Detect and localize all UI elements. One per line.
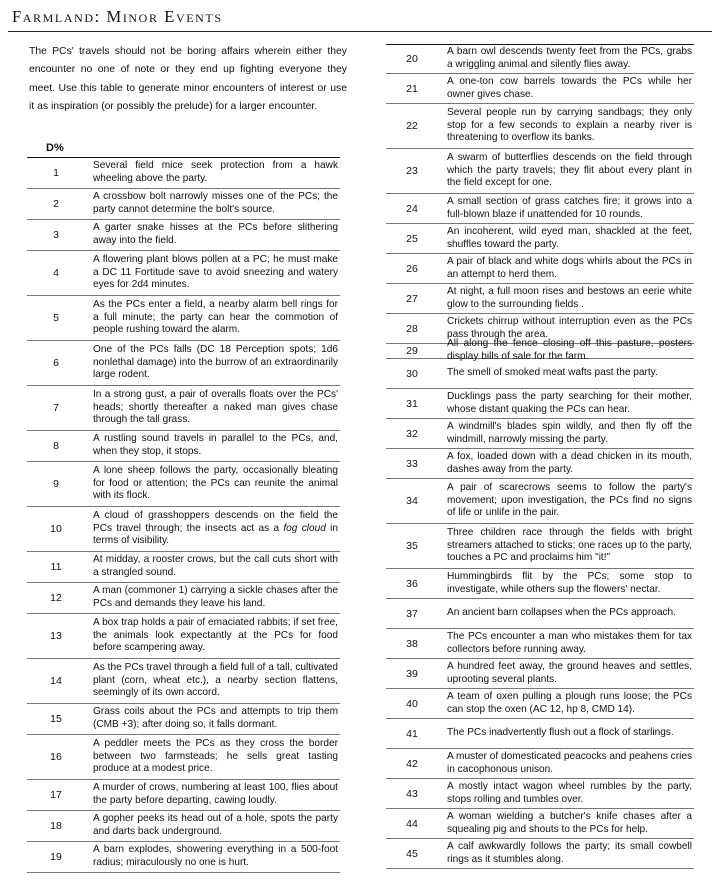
table-row [27, 507, 340, 552]
roll-number: 10 [50, 523, 62, 535]
event-description: A barn owl descends twenty feet from the PCs, grabs a wriggling animal and silently flies away. [447, 46, 692, 70]
event-description: An incoherent, wild eyed man, shackled at the feet, shuffles toward the party. [447, 225, 692, 250]
table-row [27, 659, 340, 704]
table-row [386, 338, 694, 362]
title-rule [8, 31, 712, 32]
roll-number: 31 [406, 397, 418, 410]
event-description: A pair of scarecrows seems to follow the party's movement; upon investigation, the PCs find no signs of life or unlife in the pair. [447, 481, 692, 519]
table-row [386, 599, 694, 629]
table-row [386, 419, 694, 449]
table-row [27, 220, 340, 251]
roll-number: 2 [53, 198, 59, 210]
table-row [386, 449, 694, 479]
event-description: A man (commoner 1) carrying a sickle chases after the PCs and demands they leave his land. [93, 585, 338, 609]
table-row [27, 251, 340, 296]
roll-number: 16 [50, 751, 62, 763]
roll-number: 18 [50, 820, 62, 832]
roll-number: 11 [50, 561, 62, 573]
table-row [386, 809, 694, 839]
table-row [386, 254, 694, 284]
event-description: A small section of grass catches fire; it grows into a full-blown blaze if unattended for 10 rounds. [447, 195, 692, 220]
event-description: A woman wielding a butcher's knife chases after a squealing pig and shouts to the PCs for help. [447, 810, 692, 835]
event-description: A fox, loaded down with a dead chicken in its mouth, dashes away from the party. [447, 450, 692, 475]
roll-number: 30 [406, 367, 418, 380]
roll-number: 41 [406, 727, 418, 740]
roll-number: 27 [406, 292, 418, 305]
event-description: At night, a full moon rises and bestows an eerie white glow to the surrounding fields . [447, 285, 692, 310]
event-description: The PCs inadvertently flush out a flock of starlings. [447, 727, 674, 739]
events-table-right [386, 44, 694, 869]
table-row [27, 735, 340, 780]
table-row [386, 44, 694, 74]
event-description: Ducklings pass the party searching for their mother, whose distant quaking the PCs can hear. [447, 390, 692, 415]
table-row [386, 629, 694, 659]
event-description: Grass coils about the PCs and attempts to trip them (CMB +3); after doing so, it falls dormant. [93, 706, 338, 730]
roll-number: 20 [406, 53, 418, 65]
table-row [386, 719, 694, 749]
roll-number: 44 [406, 817, 418, 830]
roll-number: 38 [406, 637, 418, 650]
table-row [27, 296, 340, 341]
table-row [27, 189, 340, 220]
roll-number: 43 [406, 787, 418, 800]
table-row [386, 224, 694, 254]
roll-number: 32 [406, 427, 418, 440]
event-description: A box trap holds a pair of emaciated rabbits; if set free, the animals look expectantly at the PCs for food before scampering away. [93, 616, 338, 654]
table-row [386, 479, 694, 524]
events-table-left [27, 140, 340, 873]
event-description: Several people run by carrying sandbags; they only stop for a few seconds to explain a nearby river is threatening to overflow its banks. [447, 106, 692, 144]
table-row [386, 104, 694, 149]
roll-number: 3 [53, 229, 59, 241]
event-description: A flowering plant blows pollen at a PC; he must make a DC 11 Fortitude save to avoid sneezing and watery eyes for 2d4 minutes. [93, 253, 338, 291]
table-row [27, 158, 340, 189]
table-row [27, 704, 340, 735]
table-row [27, 431, 340, 462]
table-row [27, 386, 340, 431]
die-column-header: D% [27, 140, 340, 158]
roll-number: 33 [406, 457, 418, 470]
event-description: A gopher peeks its head out of a hole, spots the party and darts back underground. [93, 813, 338, 837]
table-row [27, 811, 340, 842]
table-row [27, 341, 340, 386]
roll-number: 36 [406, 577, 418, 590]
roll-number: 21 [406, 82, 418, 95]
left-rows [27, 158, 340, 873]
table-row [27, 583, 340, 614]
roll-number: 12 [50, 592, 62, 604]
event-description: A calf awkwardly follows the party; its small cowbell rings as it stumbles along. [447, 840, 692, 865]
table-row [386, 749, 694, 779]
event-description: A hundred feet away, the ground heaves and settles, uprooting several plants. [447, 660, 692, 685]
table-row [27, 780, 340, 811]
event-description: A pair of black and white dogs whirls about the PCs in an attempt to herd them. [447, 255, 692, 280]
intro-paragraph: The PCs' travels should not be boring affairs wherein either they encounter no one of note or they end up fighting everyone they meet. Use this table to generate minor encounters of interest or use it as inspiration (or possibly the prelude) for a larger encounter. [29, 46, 347, 113]
event-description: A peddler meets the PCs as they cross the border between two farmsteads; he sells great tasting produce at a modest price. [93, 737, 338, 775]
page-title: Farmland: Minor Events [12, 7, 223, 26]
table-row [27, 842, 340, 873]
event-description: All along the fence closing off this pasture, posters display bills of sale for the farm. [447, 338, 692, 362]
roll-number: 24 [406, 202, 418, 215]
table-row [386, 74, 694, 104]
roll-number: 19 [50, 851, 62, 863]
roll-number: 29 [406, 345, 418, 357]
event-description: Three children race through the fields with bright streamers attached to sticks; one races up to the party, touches a PC and proclaims him "it!" [447, 526, 692, 564]
table-row [386, 779, 694, 809]
event-description: In a strong gust, a pair of overalls floats over the PCs' heads; shortly thereafter a naked man gives chase through the tall grass. [93, 388, 338, 426]
table-row [386, 569, 694, 599]
roll-number: 42 [406, 757, 418, 770]
roll-number: 22 [406, 120, 418, 132]
roll-number: 23 [406, 165, 418, 177]
table-row [27, 462, 340, 507]
roll-number: 14 [50, 675, 62, 687]
event-description: A swarm of butterflies descends on the field through which the party travels; they flit about every plant in the field except for one. [447, 151, 692, 189]
event-description: A murder of crows, numbering at least 100, flies about the party before departing, cawing loudly. [93, 782, 338, 806]
table-row [27, 552, 340, 583]
event-description: A muster of domesticated peacocks and peahens cries in cacophonous unison. [447, 750, 692, 775]
roll-number: 13 [50, 630, 62, 642]
event-description: A crossbow bolt narrowly misses one of the PCs; the party cannot determine the bolt's source. [93, 191, 338, 215]
table-row [386, 524, 694, 569]
event-description: A rustling sound travels in parallel to the PCs, and, when they stop, it stops. [93, 433, 338, 457]
roll-number: 1 [53, 167, 59, 179]
event-description: Hummingbirds flit by the PCs; some stop to investigate, while others sup the flowers' nectar. [447, 570, 692, 595]
table-row [386, 659, 694, 689]
table-row [386, 149, 694, 194]
table-row [386, 284, 694, 314]
roll-number: 17 [50, 789, 62, 801]
table-row [386, 389, 694, 419]
table-row [386, 194, 694, 224]
event-description: A team of oxen pulling a plough runs loose; the PCs can stop the oxen (AC 12, hp 8, CMD 14). [447, 690, 692, 715]
event-description: Several field mice seek protection from a hawk wheeling above the party. [93, 160, 338, 184]
event-description: As the PCs travel through a field full of a tall, cultivated plant (corn, wheat etc.), a nearby section flattens, seemingly of its own accord. [93, 661, 338, 699]
roll-number: 26 [406, 262, 418, 275]
event-description: At midday, a rooster crows, but the call cuts short with a strangled sound. [93, 554, 338, 578]
roll-number: 8 [53, 440, 59, 452]
event-description: A cloud of grasshoppers descends on the field the PCs travel through; the insects act as a fog cloud in terms of visibility. [93, 509, 338, 547]
event-description: A one-ton cow barrels towards the PCs while her owner gives chase. [447, 75, 692, 100]
event-description: A mostly intact wagon wheel rumbles by the party, stops rolling and tumbles over. [447, 780, 692, 805]
table-row [27, 614, 340, 659]
event-description: A garter snake hisses at the PCs before slithering away into the field. [93, 222, 338, 246]
event-description: A barn explodes, showering everything in a 500-foot radius; miraculously no one is hurt. [93, 844, 338, 868]
event-description: As the PCs enter a field, a nearby alarm bell rings for a full minute; the party can hear the commotion of people rushing toward the alarm. [93, 298, 338, 336]
roll-number: 40 [406, 697, 418, 710]
event-description: A lone sheep follows the party, occasionally bleating for food or attention; the PCs can reunite the animal with its flock. [93, 464, 338, 502]
roll-number: 6 [53, 357, 59, 369]
roll-number: 39 [406, 667, 418, 680]
roll-number: 4 [53, 267, 59, 279]
event-description: The smell of smoked meat wafts past the party. [447, 367, 658, 379]
table-row [386, 689, 694, 719]
event-description: An ancient barn collapses when the PCs approach. [447, 607, 676, 619]
roll-number: 5 [53, 312, 59, 324]
roll-number: 9 [53, 478, 59, 490]
event-description: One of the PCs falls (DC 18 Perception spots; 1d6 nonlethal damage) into the burrow of an extraordinarily large rodent. [93, 343, 338, 381]
roll-number: 34 [406, 495, 418, 507]
roll-number: 35 [406, 540, 418, 552]
roll-number: 25 [406, 232, 418, 245]
right-rows [386, 44, 694, 869]
event-description: A windmill's blades spin wildly, and then fly off the windmill, narrowly missing the party. [447, 420, 692, 445]
roll-number: 15 [50, 713, 62, 725]
table-row [386, 839, 694, 869]
event-description: Crickets chirrup without interruption even as the PCs pass through the area. [447, 315, 692, 340]
roll-number: 45 [406, 847, 418, 860]
roll-number: 7 [53, 402, 59, 414]
roll-number: 28 [406, 322, 418, 335]
event-description: The PCs encounter a man who mistakes them for tax collectors before running away. [447, 630, 692, 655]
roll-number: 37 [406, 607, 418, 620]
